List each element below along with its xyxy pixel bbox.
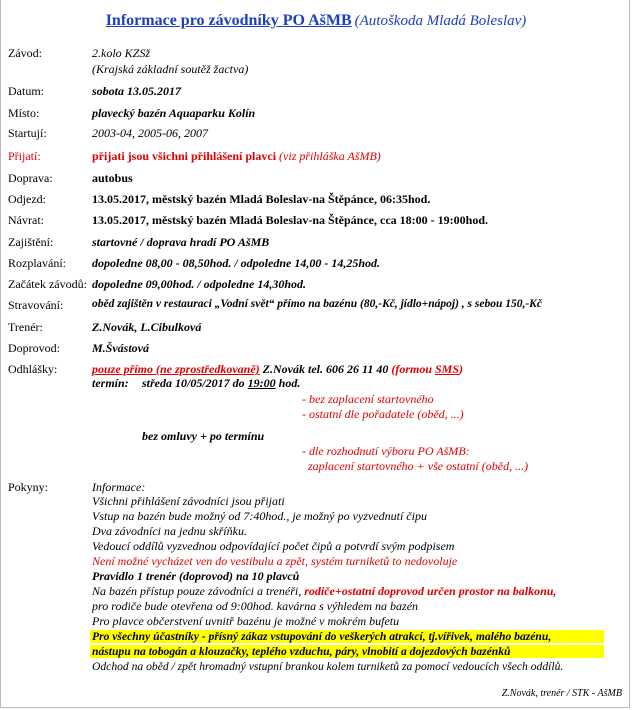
pokyny-line-5: Vedoucí oddílů vyzvednou odpovídající počet čipů a potvrdí svým podpisem [92,539,455,553]
prijati-text: přijati jsou všichni přihlášení plavci [92,149,277,163]
label-prijati: Přijatí: [8,149,41,163]
value-navrat: 13.05.2017, městský bazén Mladá Boleslav-na Štěpánce, cca 18:00 - 19:00hod. [92,213,488,227]
label-misto: Místo: [8,106,40,120]
odhlasky-termin [142,376,300,391]
pokyny-line-11: Pro všechny účastníky - přísný zákaz vstupování do veškerých atrakcí, tj.vířivek, malého bazénu, [90,630,604,643]
odhlasky-termin-value: středa 10/05/2017 do [142,376,245,390]
label-stravovani: Stravování: [8,298,64,312]
pokyny-line-7: Pravidlo 1 trenér (doprovod) na 10 plavců [92,569,300,583]
value-odjezd: 13.05.2017, městský bazén Mladá Boleslav-na Štěpánce, 06:35hod. [92,192,431,206]
row-pokyny [8,480,628,680]
odhlasky-direct-only: pouze přímo (ne zprostředkovaně) [92,362,260,376]
label-odhlasky: Odhlášky: [8,362,58,376]
label-doprava: Doprava: [8,171,53,185]
value-zavod: 2.kolo KZSž [92,46,151,60]
row-odhlasky [8,362,628,472]
odhlasky-bullet-3: - dle rozhodnutí výboru PO AšMB: [302,444,470,458]
label-odjezd: Odjezd: [8,192,46,206]
label-rozplavani: Rozplavání: [8,256,66,270]
pokyny-line-8 [92,584,556,599]
value-datum: sobota 13.05.2017 [92,84,182,98]
pokyny-line-8-a: Na bazén přístup pouze závodníci a trenéři, [92,584,302,598]
odhlasky-termin-label: termín: [92,376,129,390]
page-title: Informace pro závodníky PO AšMB [105,12,352,29]
value-zacatek: dopoledne 09,00hod. / odpoledne 14,30hod. [92,277,307,291]
value-rozplavani: dopoledne 08,00 - 08,50hod. / odpoledne 14,00 - 14,25hod. [92,256,380,270]
odhlasky-bullet-4: zaplacení startovného + vše ostatní (oběd, ...) [308,459,529,473]
value-misto: plavecký bazén Aquaparku Kolín [92,106,256,120]
pokyny-line-1: Informace: [92,480,146,494]
label-startuji: Startují: [8,126,47,140]
pokyny-line-2: Všichni přihlášení závodníci jsou přijati [92,494,285,508]
value-doprava: autobus [92,171,133,185]
label-trener: Trenér: [8,320,43,334]
label-doprovod: Doprovod: [8,341,60,355]
odhlasky-phone: Z.Novák tel. 606 26 11 40 [262,362,389,376]
pokyny-line-4: Dva závodníci na jednu skříňku. [92,524,247,538]
value-zajisteni: startovné / doprava hradí PO AšMB [92,235,270,249]
odhlasky-termin-time: 19:00 [247,376,276,390]
page-subtitle: (Autoškoda Mladá Boleslav) [354,13,527,29]
odhlasky-bullet-1: - bez zaplacení startovného [302,392,434,406]
pokyny-line-8-b: rodiče+ostatní doprovod určen prostor na balkonu, [304,584,557,598]
pokyny-line-3: Vstup na bazén bude možný od 7:40hod., je možný po vyzvednutí čipu [92,509,427,523]
pokyny-line-6: Není možné vycházet ven do vestibulu a zpět, systém turniketů to nedovoluje [92,554,458,568]
value-trener: Z.Novák, L.Cibulková [92,320,202,334]
value-doprovod: M.Švástová [92,341,149,355]
label-datum: Datum: [8,84,44,98]
odhlasky-paren-close: ) [459,362,464,376]
pokyny-line-9: pro rodiče bude otevřena od 9:00hod. kavárna s výhledem na bazén [92,599,419,613]
odhlasky-bez-omluvy: bez omluvy + po termínu [142,429,265,443]
pokyny-line-12: nástupu na tobogán a klouzačky, teplého vzduchu, páry, vlnobití a dojezdových bazénků [90,645,604,658]
odhlasky-contact [92,362,463,377]
label-zavod: Závod: [8,46,42,60]
label-zajisteni: Zajištění: [8,235,54,249]
odhlasky-bullet-2: - ostatní dle pořadatele (oběd, ...) [302,407,464,421]
label-zacatek: Začátek závodů: [8,277,87,291]
value-prijati [92,149,381,164]
prijati-note: (viz přihláška AšMB) [279,149,381,163]
odhlasky-sms: SMS [435,362,460,376]
value-zavod-detail: (Krajská základní soutěž žactva) [92,62,249,76]
page-header [0,12,632,30]
signature: Z.Novák, trenér / STK - AšMB [501,688,622,699]
odhlasky-termin-unit: hod. [278,376,301,390]
pokyny-line-10: Pro plavce občerstvení uvnitř bazénu je možné v mokrém bufetu [92,614,400,628]
value-stravovani: oběd zajištěn v restauraci „Vodní svět“ přímo na bazénu (80,-Kč, jídlo+nápoj) , s sebou 150,-Kč [92,298,542,310]
odhlasky-paren-open: (formou [391,362,432,376]
label-navrat: Návrat: [8,213,44,227]
pokyny-line-13: Odchod na oběd / zpět hromadný vstupní brankou kolem turniketů za pomocí vedoucích všech oddílů. [92,660,564,673]
label-pokyny: Pokyny: [8,480,49,494]
value-startuji: 2003-04, 2005-06, 2007 [92,126,208,140]
